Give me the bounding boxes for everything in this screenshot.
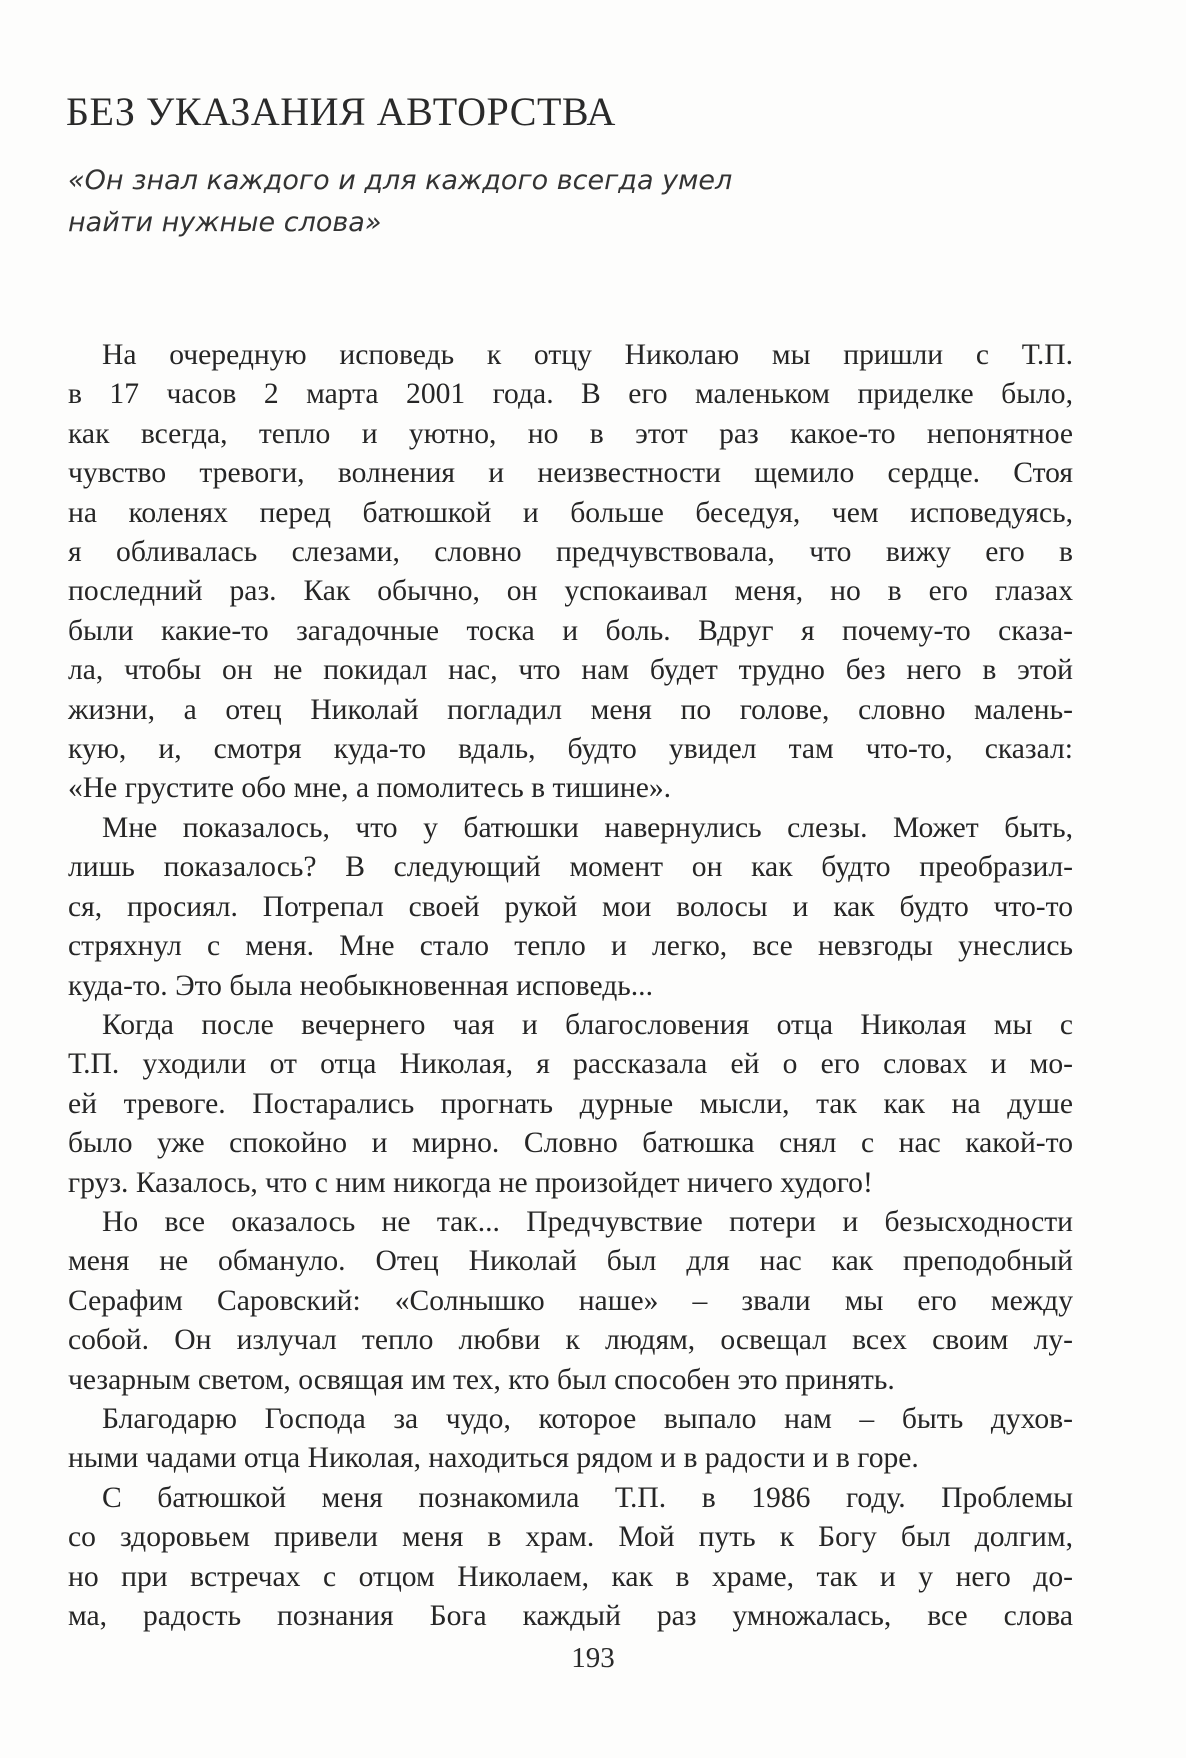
epigraph-line: «Он знал каждого и для каждого всегда умел: [68, 165, 733, 196]
paragraph-line: последний раз. Как обычно, он успокаивал меня, но в его глазах: [68, 575, 1073, 608]
paragraph-line: Т.П. уходили от отца Николая, я рассказала ей о его словах и мо-: [68, 1048, 1073, 1081]
paragraph-line: «Не грустите обо мне, а помолитесь в тишине».: [68, 772, 672, 805]
paragraph-line: но при встречах с отцом Николаем, как в храме, так и у него до-: [68, 1560, 1073, 1593]
paragraph-line: в 17 часов 2 марта 2001 года. В его маленьком приделке было,: [68, 378, 1073, 411]
paragraph-line: Когда после вечернего чая и благословения отца Николая мы с: [102, 1008, 1073, 1041]
paragraph-line: я обливалась слезами, словно предчувствовала, что вижу его в: [68, 536, 1073, 569]
body-text: [68, 336, 1073, 1636]
paragraph-line: Мне показалось, что у батюшки навернулись слезы. Может быть,: [102, 811, 1073, 844]
paragraph: [68, 336, 1073, 809]
paragraph-line: ся, просиял. Потрепал своей рукой мои волосы и как будто что-то: [68, 890, 1073, 923]
paragraph-line: кую, и, смотря куда-то вдаль, будто увидел там что-то, сказал:: [68, 733, 1073, 766]
paragraph-line: как всегда, тепло и уютно, но в этот раз какое-то непонятное: [68, 417, 1073, 450]
paragraph: [68, 1203, 1073, 1400]
paragraph-line: куда-то. Это была необыкновенная исповедь...: [68, 969, 653, 1002]
paragraph-line: груз. Казалось, что с ним никогда не произойдет ничего худого!: [68, 1166, 873, 1199]
paragraph-line: Серафим Саровский: «Солнышко наше» – звали мы его между: [68, 1284, 1073, 1317]
epigraph: [68, 160, 788, 244]
paragraph: [68, 1400, 1073, 1479]
paragraph-line: были какие-то загадочные тоска и боль. Вдруг я почему-то сказа-: [68, 614, 1073, 647]
paragraph-line: С батюшкой меня познакомила Т.П. в 1986 году. Проблемы: [102, 1481, 1073, 1514]
paragraph-line: было уже спокойно и мирно. Словно батюшка снял с нас какой-то: [68, 1127, 1073, 1160]
paragraph-line: собой. Он излучал тепло любви к людям, освещал всех своим лу-: [68, 1324, 1073, 1357]
paragraph-line: ными чадами отца Николая, находиться рядом и в радости и в горе.: [68, 1442, 919, 1475]
paragraph: [68, 1479, 1073, 1637]
paragraph-line: лишь показалось? В следующий момент он как будто преобразил-: [68, 851, 1073, 884]
paragraph-line: ма, радость познания Бога каждый раз умножалась, все слова: [68, 1600, 1073, 1632]
paragraph-line: меня не обмануло. Отец Николай был для нас как преподобный: [68, 1245, 1073, 1278]
page-number: 193: [571, 1642, 615, 1674]
paragraph-line: стряхнул с меня. Мне стало тепло и легко, все невзгоды унеслись: [68, 930, 1073, 963]
paragraph-line: на коленях перед батюшкой и больше беседуя, чем исповедуясь,: [68, 496, 1073, 529]
paragraph-line: чувство тревоги, волнения и неизвестности щемило сердце. Стоя: [68, 457, 1073, 490]
paragraph-line: Но все оказалось не так... Предчувствие потери и безысходности: [102, 1205, 1073, 1238]
epigraph-line: найти нужные слова»: [68, 207, 382, 238]
paragraph-line: ей тревоге. Постарались прогнать дурные мысли, так как на душе: [68, 1087, 1073, 1120]
chapter-title: БЕЗ УКАЗАНИЯ АВТОРСТВА: [66, 89, 616, 134]
paragraph-line: со здоровьем привели меня в храм. Мой путь к Богу был долгим,: [68, 1521, 1073, 1554]
paragraph: [68, 809, 1073, 1006]
paragraph-line: Благодарю Господа за чудо, которое выпало нам – быть духов-: [102, 1402, 1073, 1435]
paragraph-line: ла, чтобы он не покидал нас, что нам будет трудно без него в этой: [68, 654, 1073, 687]
paragraph-line: На очередную исповедь к отцу Николаю мы пришли с Т.П.: [102, 339, 1073, 371]
paragraph-line: чезарным светом, освящая им тех, кто был способен это принять.: [68, 1363, 895, 1396]
paragraph-line: жизни, а отец Николай погладил меня по голове, словно малень-: [68, 693, 1073, 726]
paragraph: [68, 1006, 1073, 1203]
